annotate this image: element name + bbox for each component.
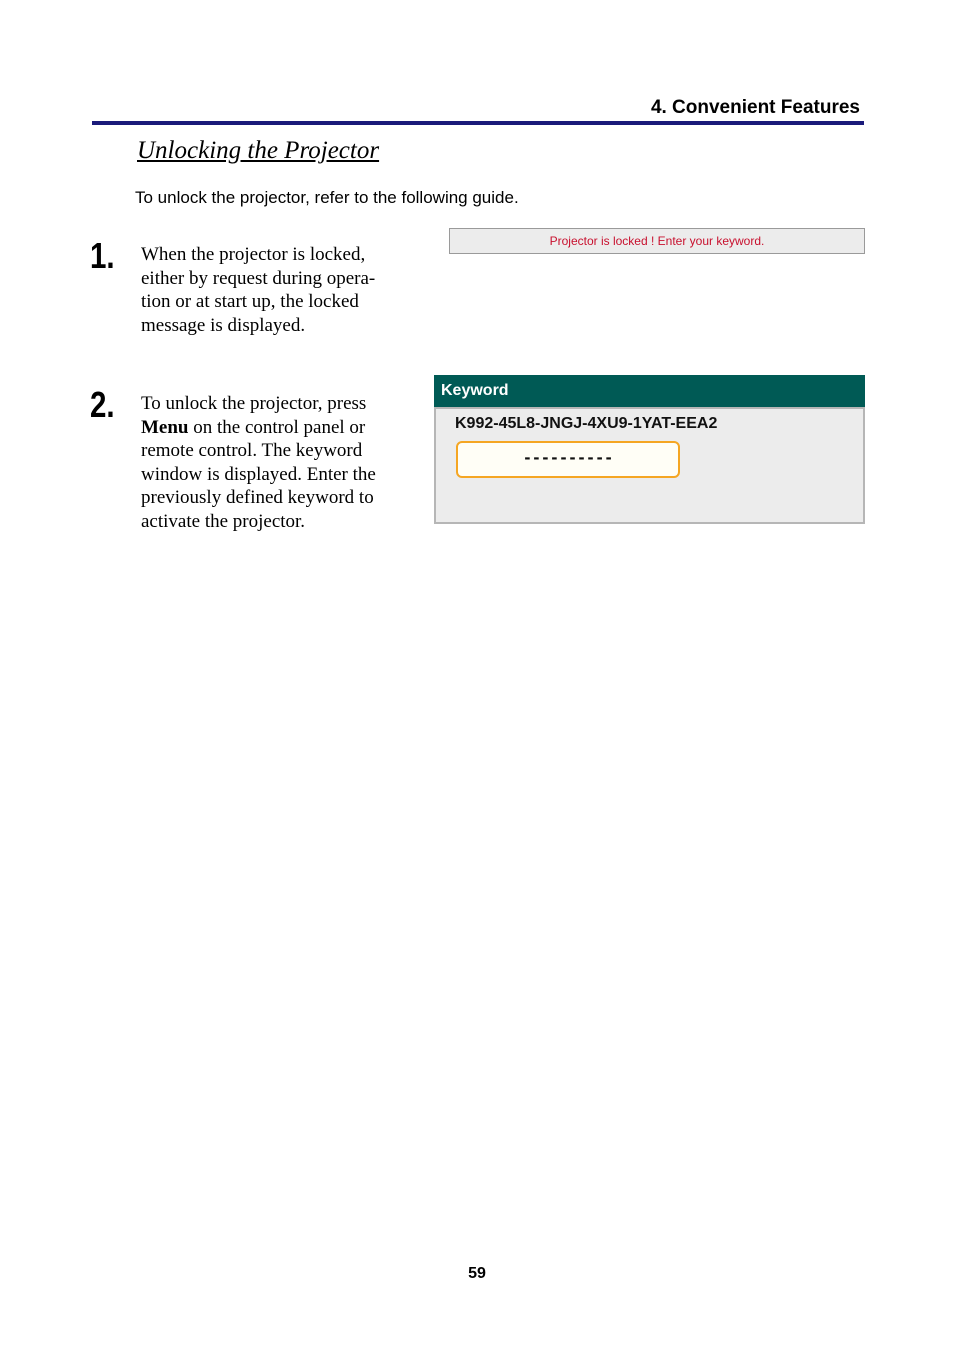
step-1-line: When the projector is locked, [141, 244, 366, 265]
locked-message: Projector is locked ! Enter your keyword. [549, 234, 765, 248]
keyword-dialog-body [434, 407, 865, 524]
step-2-number: 2. [90, 384, 115, 425]
intro-text: To unlock the projector, refer to the following guide. [135, 188, 519, 207]
menu-keyword: Menu [141, 416, 189, 438]
step-2-line: activate the projector. [141, 510, 306, 532]
step-2-line: To unlock the projector, press [141, 393, 367, 414]
keyword-dialog-titlebar [434, 375, 865, 407]
keyword-input-value: ---------- [522, 448, 614, 467]
step-2-line: window is displayed. Enter the [141, 463, 376, 485]
keyword-input[interactable] [456, 441, 680, 478]
step-2-line: previously defined keyword to [141, 487, 374, 508]
header-rule [92, 121, 864, 125]
locked-message-bar [449, 228, 865, 254]
step-2-text [141, 392, 403, 533]
step-1-line: either by request during opera- [141, 267, 376, 289]
keyword-code: K992-45L8-JNGJ-4XU9-1YAT-EEA2 [455, 415, 718, 432]
chapter-title: 4. Convenient Features [650, 97, 860, 118]
section-title: Unlocking the Projector [137, 137, 380, 164]
step-1-text [141, 243, 403, 337]
step-1-number: 1. [90, 235, 115, 276]
keyword-dialog [434, 375, 865, 524]
keyword-dialog-title: Keyword [441, 382, 509, 399]
step-1-line: message is displayed. [141, 314, 306, 336]
step-2-line [141, 416, 403, 440]
step-2-line-rest: on the control panel or [188, 416, 366, 438]
page-number: 59 [468, 1265, 486, 1282]
step-1-line: tion or at start up, the locked [141, 291, 359, 312]
step-2-line: remote control. The keyword [141, 440, 363, 461]
